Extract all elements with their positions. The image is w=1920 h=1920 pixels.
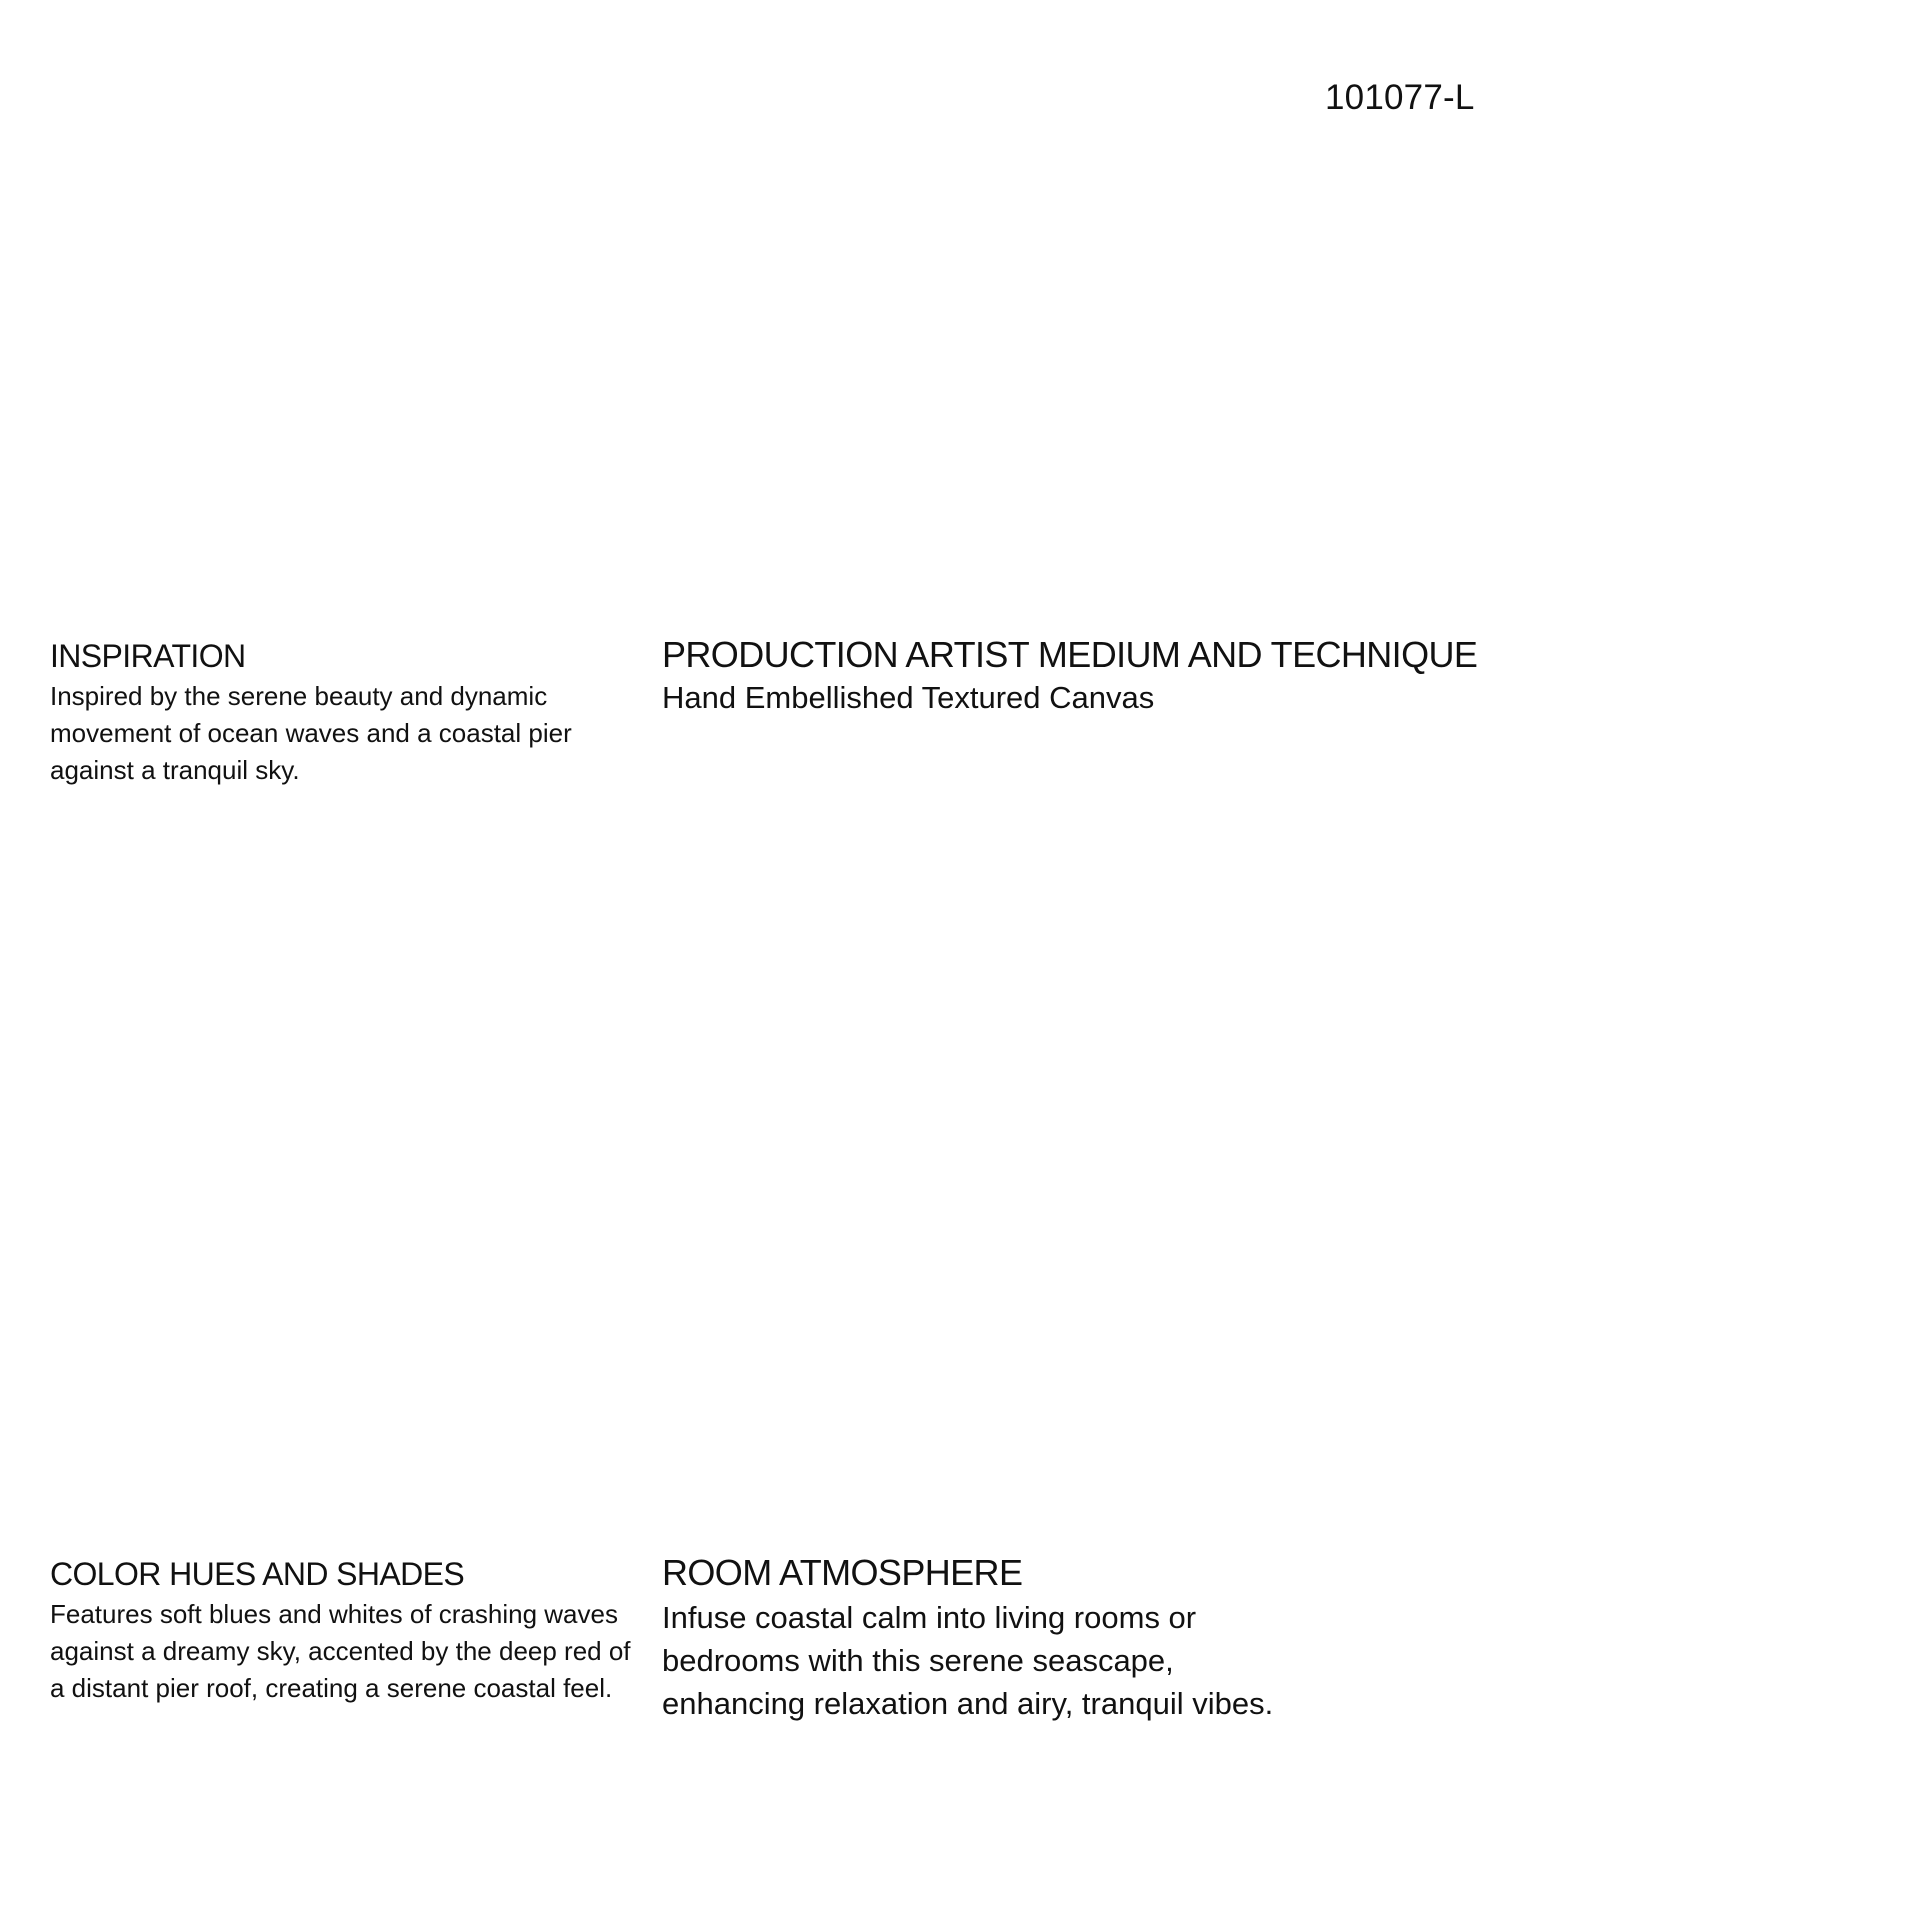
production-text: Hand Embellished Textured Canvas [662, 680, 1155, 715]
room-atmosphere-section [662, 1550, 1282, 1725]
inspiration-heading: INSPIRATION [50, 638, 246, 674]
production-heading: PRODUCTION ARTIST MEDIUM AND TECHNIQUE [662, 634, 1478, 675]
product-code: 101077-L [1325, 78, 1475, 117]
room-atmosphere-heading: ROOM ATMOSPHERE [662, 1552, 1023, 1593]
inspiration-section [50, 634, 650, 789]
inspiration-text: Inspired by the serene beauty and dynamic movement of ocean waves and a coastal pier against a tranquil sky. [50, 681, 572, 785]
color-section [50, 1552, 650, 1707]
production-section [662, 632, 1562, 718]
room-atmosphere-text: Infuse coastal calm into living rooms or bedrooms with this serene seascape, enhancing relaxation and airy, tranquil vibes. [662, 1600, 1274, 1721]
color-text: Features soft blues and whites of crashing waves against a dreamy sky, accented by the deep red of a distant pier roof, creating a serene coastal feel. [50, 1599, 631, 1703]
color-heading: COLOR HUES AND SHADES [50, 1556, 465, 1592]
